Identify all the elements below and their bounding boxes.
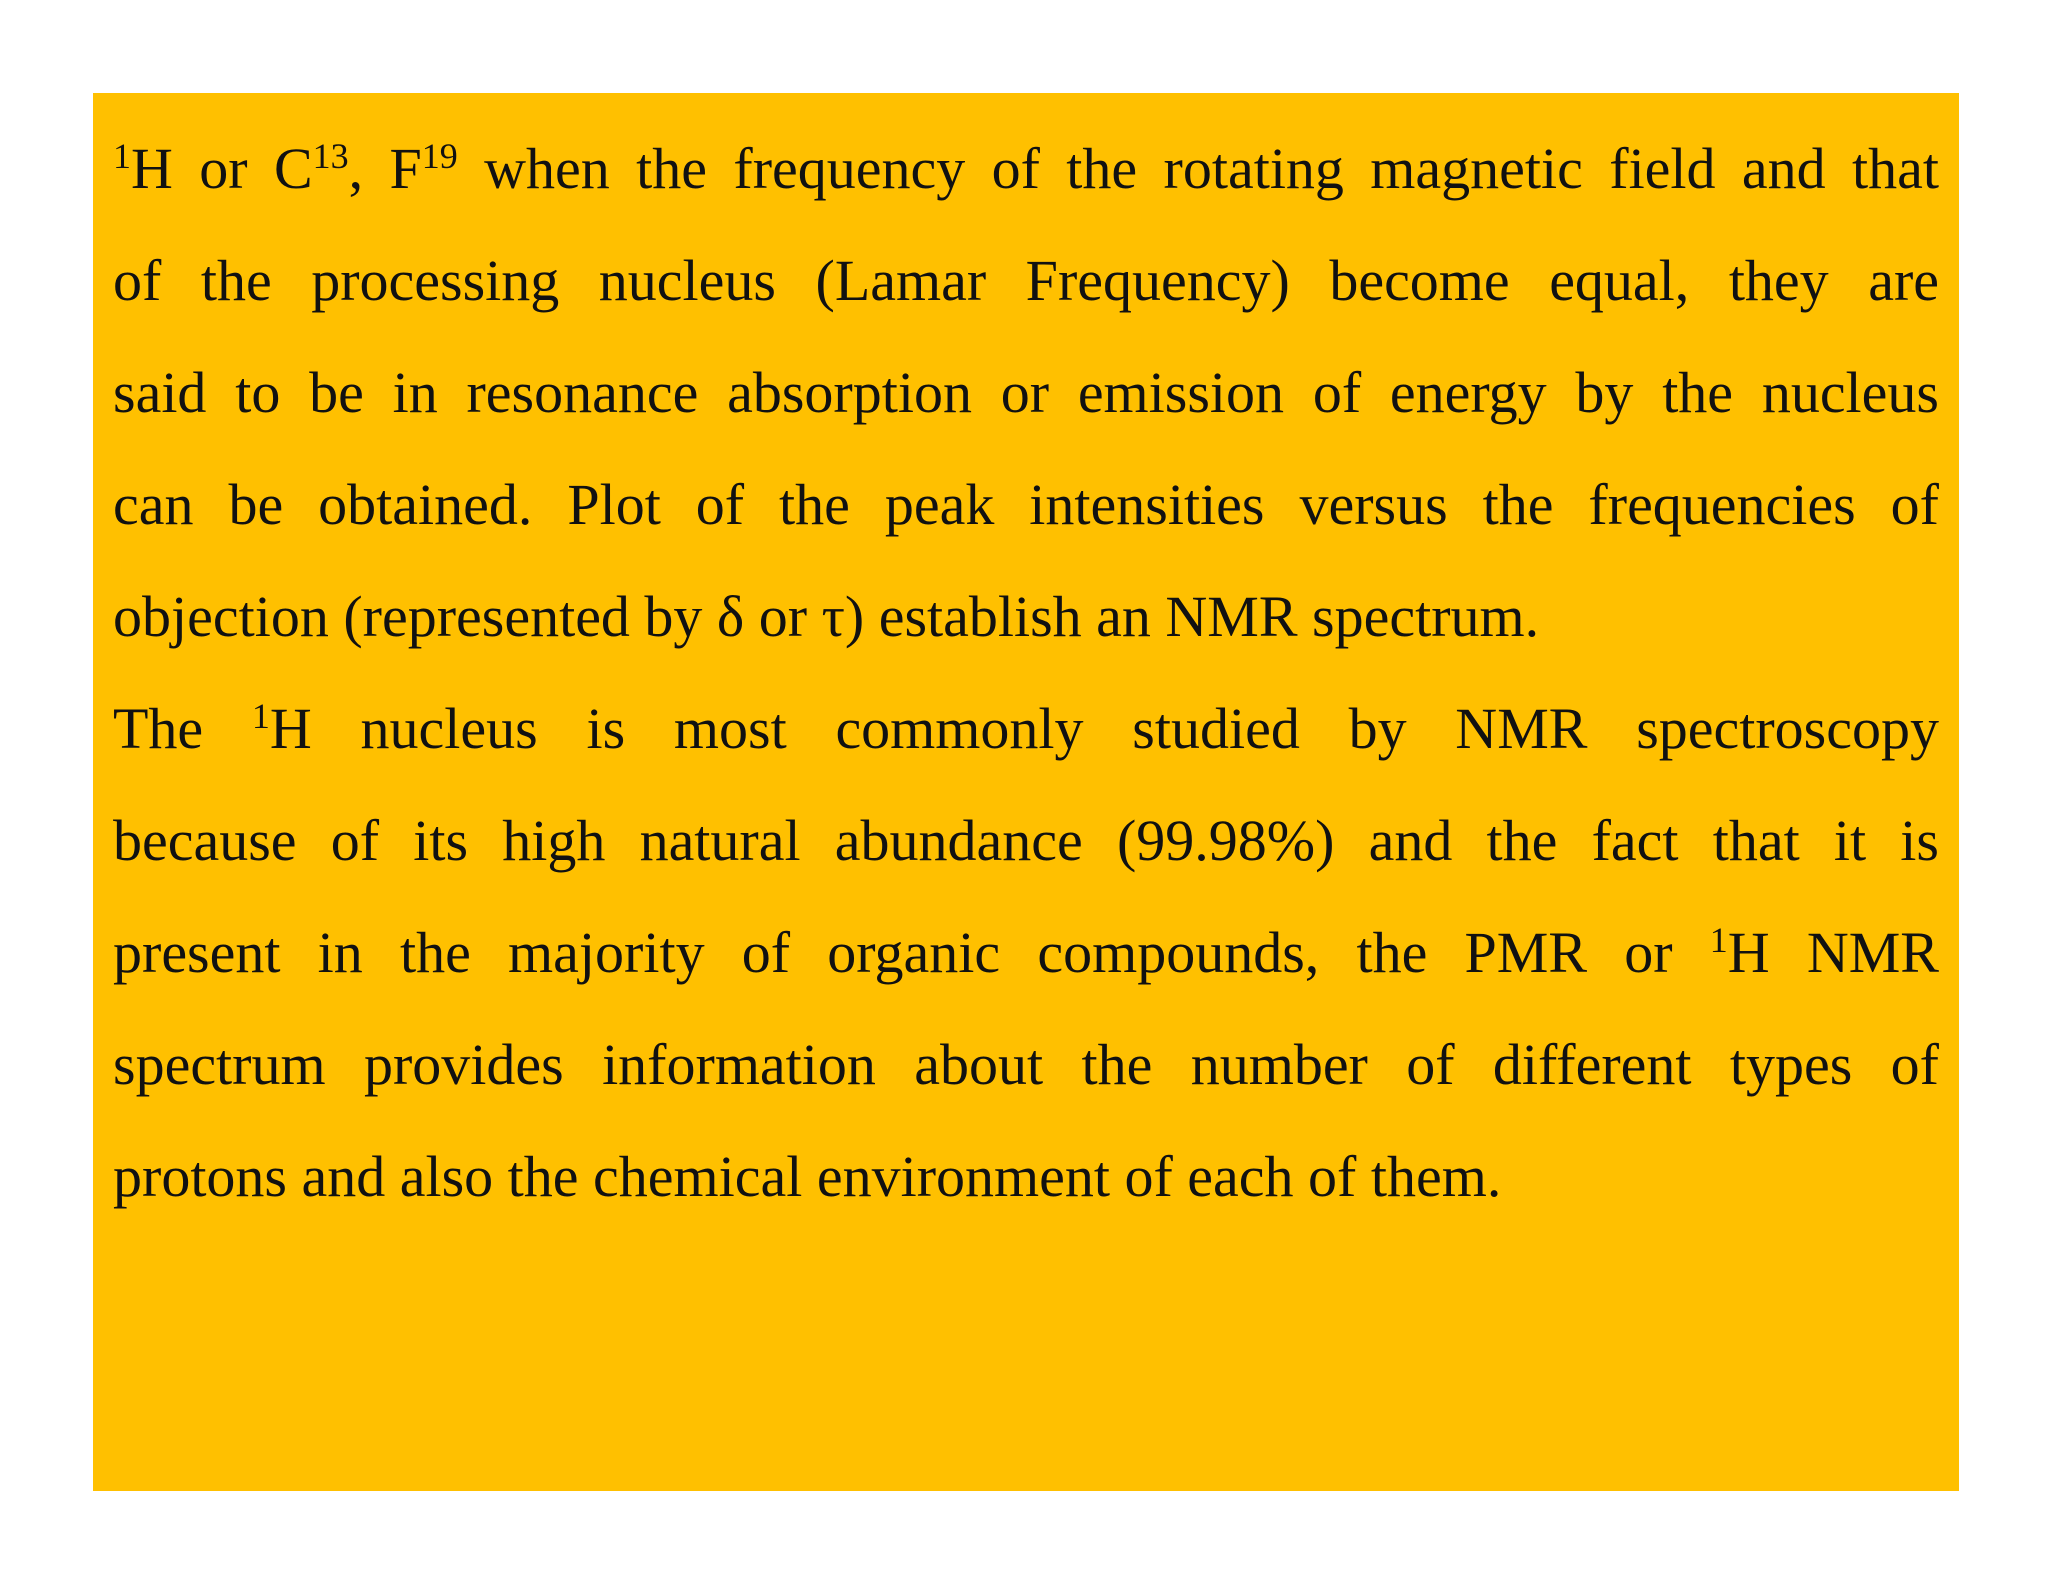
p1-line-5: objection (represented by δ or τ) establish an NMR spectrum. <box>113 584 1540 649</box>
text-run: H NMR <box>1727 920 1939 985</box>
text-run: when the frequency of the rotating magnetic field and that <box>457 136 1939 201</box>
p2-line-1 <box>113 673 1939 785</box>
text-run: H or C <box>131 136 313 201</box>
text-panel <box>93 93 1959 1491</box>
text-run: H nucleus is most commonly studied by NMR spectroscopy <box>269 696 1939 761</box>
p1-line-1 <box>113 113 1939 225</box>
text-run: present in the majority of organic compounds, the PMR or <box>113 920 1710 985</box>
superscript: 1 <box>113 136 131 176</box>
p2-line-2: because of its high natural abundance (99.98%) and the fact that it is <box>113 808 1939 873</box>
p2-line-4: spectrum provides information about the number of different types of <box>113 1032 1939 1097</box>
superscript: 1 <box>1709 920 1728 960</box>
superscript: 1 <box>251 696 270 736</box>
p1-line-3: said to be in resonance absorption or emission of energy by the nucleus <box>113 360 1939 425</box>
text-run: , F <box>348 136 422 201</box>
p2-line-3 <box>113 897 1939 1009</box>
superscript: 13 <box>312 136 349 176</box>
text-run: The <box>113 696 252 761</box>
p1-line-4: can be obtained. Plot of the peak intensities versus the frequencies of <box>113 472 1939 537</box>
body-text <box>113 113 1939 1233</box>
p1-line-2: of the processing nucleus (Lamar Frequency) become equal, they are <box>113 248 1939 313</box>
superscript: 19 <box>421 136 458 176</box>
p2-line-5: protons and also the chemical environment of each of them. <box>113 1144 1502 1209</box>
